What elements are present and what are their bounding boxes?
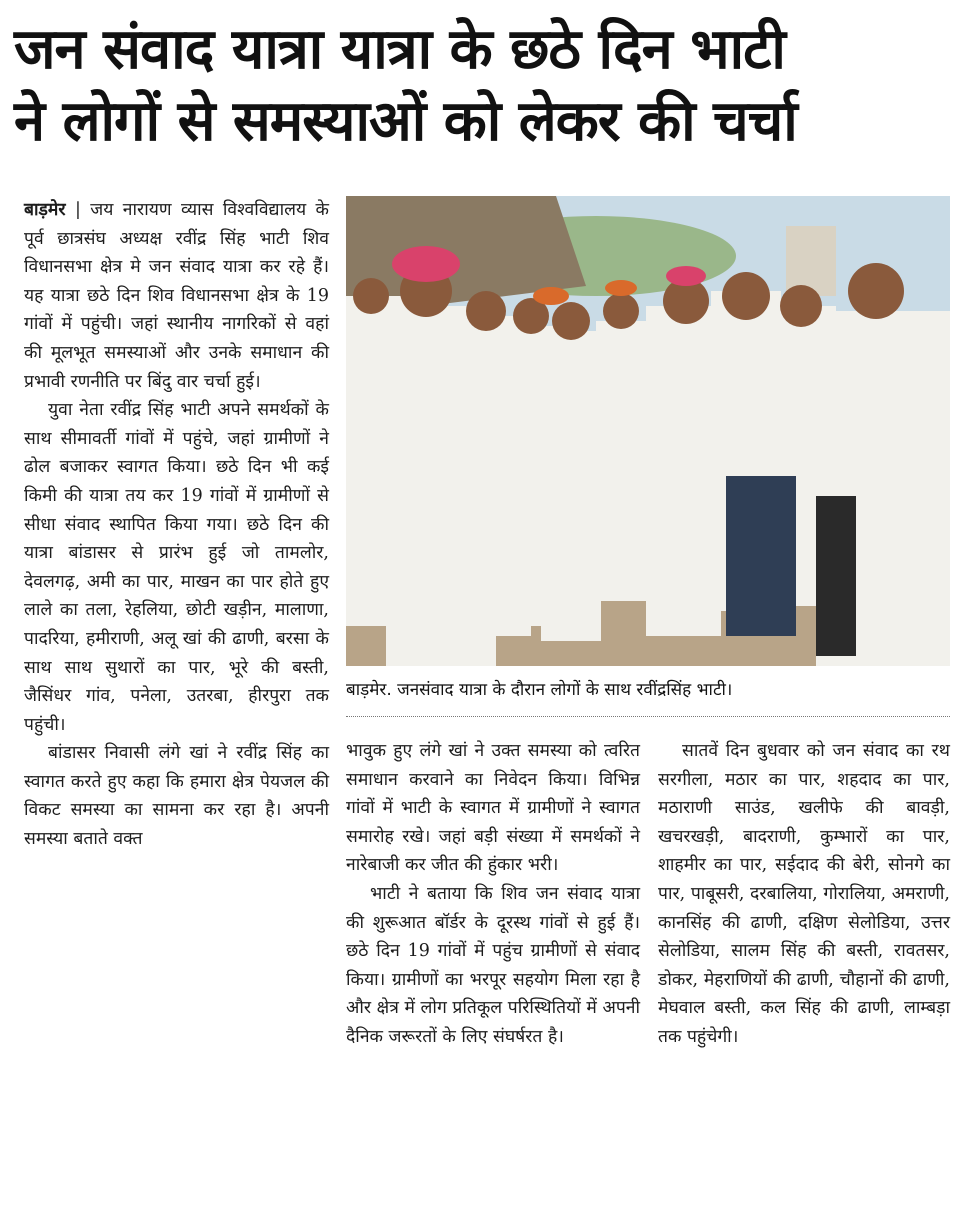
article-paragraph: बांडासर निवासी लंगे खां ने रवींद्र सिंह का स्वागत करते हुए कहा कि हमारा क्षेत्र पेयजल की विकट समस्या का सामना कर रहा है। अपनी समस्या बताते वक्त bbox=[24, 743, 329, 850]
article-paragraph bbox=[24, 196, 329, 396]
headline-line-1: जन संवाद यात्रा यात्रा के छठे दिन भाटी bbox=[14, 17, 785, 82]
article-column-1 bbox=[24, 196, 329, 854]
news-photo bbox=[346, 196, 950, 666]
article-paragraph: भाटी ने बताया कि शिव जन संवाद यात्रा की शुरूआत बॉर्डर के दूरस्थ गांवों से हुई हैं। छठे दिन 19 गांवों में पहुंच ग्रामीणों से संवाद किया। ग्रामीणों का भरपूर सहयोग मिला रहा है और क्षेत्र में लोग प्रतिकूल परिस्थितियों में अपनी दैनिक जरूरतों के लिए संघर्षरत है। bbox=[346, 883, 640, 1047]
article-column-3 bbox=[658, 737, 950, 1052]
headline bbox=[14, 14, 949, 158]
article-paragraph: भावुक हुए लंगे खां ने उक्त समस्या को त्वरित समाधान करवाने का निवेदन किया। विभिन्न गांवों में भाटी के स्वागत में ग्रामीणों ने स्वागत समारोह रखे। जहां बड़ी संख्या में समर्थकों ने नारेबाजी कर जीत की हुंकार भरी। bbox=[346, 741, 640, 876]
headline-line-2: ने लोगों से समस्याओं को लेकर की चर्चा bbox=[14, 89, 797, 154]
caption-divider bbox=[346, 716, 950, 717]
article-paragraph: युवा नेता रवींद्र सिंह भाटी अपने समर्थकों के साथ सीमावर्ती गांवों में पहुंचे, जहां ग्रामीणों ने ढोल बजाकर स्वागत किया। छठे दिन भी कई किमी की यात्रा तय कर 19 गांवों में ग्रामीणों से सीधा संवाद स्थापित किया गया। छठे दिन की यात्रा बांडासर से प्रारंभ हुई जो तामलोर, देवलगढ़, अमी का पार, माखन का पार होते हुए लाले का तला, रेहलिया, छोटी खड़ीन, मालाणा, पादरिया, हमीराणी, अलू खां की ढाणी, बरसा के साथ साथ सुथारों का पार, भूरे की बस्ती, जैसिंधर गांव, पनेला, उतरबा, हीरपुरा तक पहुंची। bbox=[24, 400, 329, 735]
article-column-2 bbox=[346, 737, 640, 1052]
crowd-photo-illustration bbox=[346, 196, 950, 666]
dateline: बाड़मेर bbox=[24, 200, 66, 220]
paragraph-text: | जय नारायण व्यास विश्वविद्यालय के पूर्व छात्रसंघ अध्यक्ष रवींद्र सिंह भाटी शिव विधानसभा क्षेत्र मे जन संवाद यात्रा कर रहे हैं। यह यात्रा छठे दिन शिव विधानसभा क्षेत्र के 19 गांवों में पहुंची। जहां स्थानीय नागरिकों से वहां की मूलभूत समस्याओं और उनके समाधान की प्रभावी रणनीति पर बिंदु वार चर्चा हुई। bbox=[24, 200, 329, 392]
photo-caption: बाड़मेर. जनसंवाद यात्रा के दौरान लोगों के साथ रवींद्रसिंह भाटी। bbox=[346, 680, 733, 700]
article-paragraph: सातवें दिन बुधवार को जन संवाद का रथ सरगीला, मठार का पार, शहदाद का पार, मठाराणी साउंड, खलीफे की बावड़ी, खचरखड़ी, बादराणी, कुम्भारों का पार, शाहमीर का पार, सईदाद की बेरी, सोनगे का पार, पाबूसरी, दरबालिया, गोरालिया, अमराणी, कानसिंह की ढाणी, दक्षिण सेलोडिया, उत्तर सेलोडिया, सालम सिंह की बस्ती, रावतसर, डोकर, मेहराणियों की ढाणी, चौहानों की ढाणी, मेघवाल बस्ती, कल सिंह की ढाणी, लाम्बड़ा तक पहुंचेगी। bbox=[658, 741, 950, 1047]
